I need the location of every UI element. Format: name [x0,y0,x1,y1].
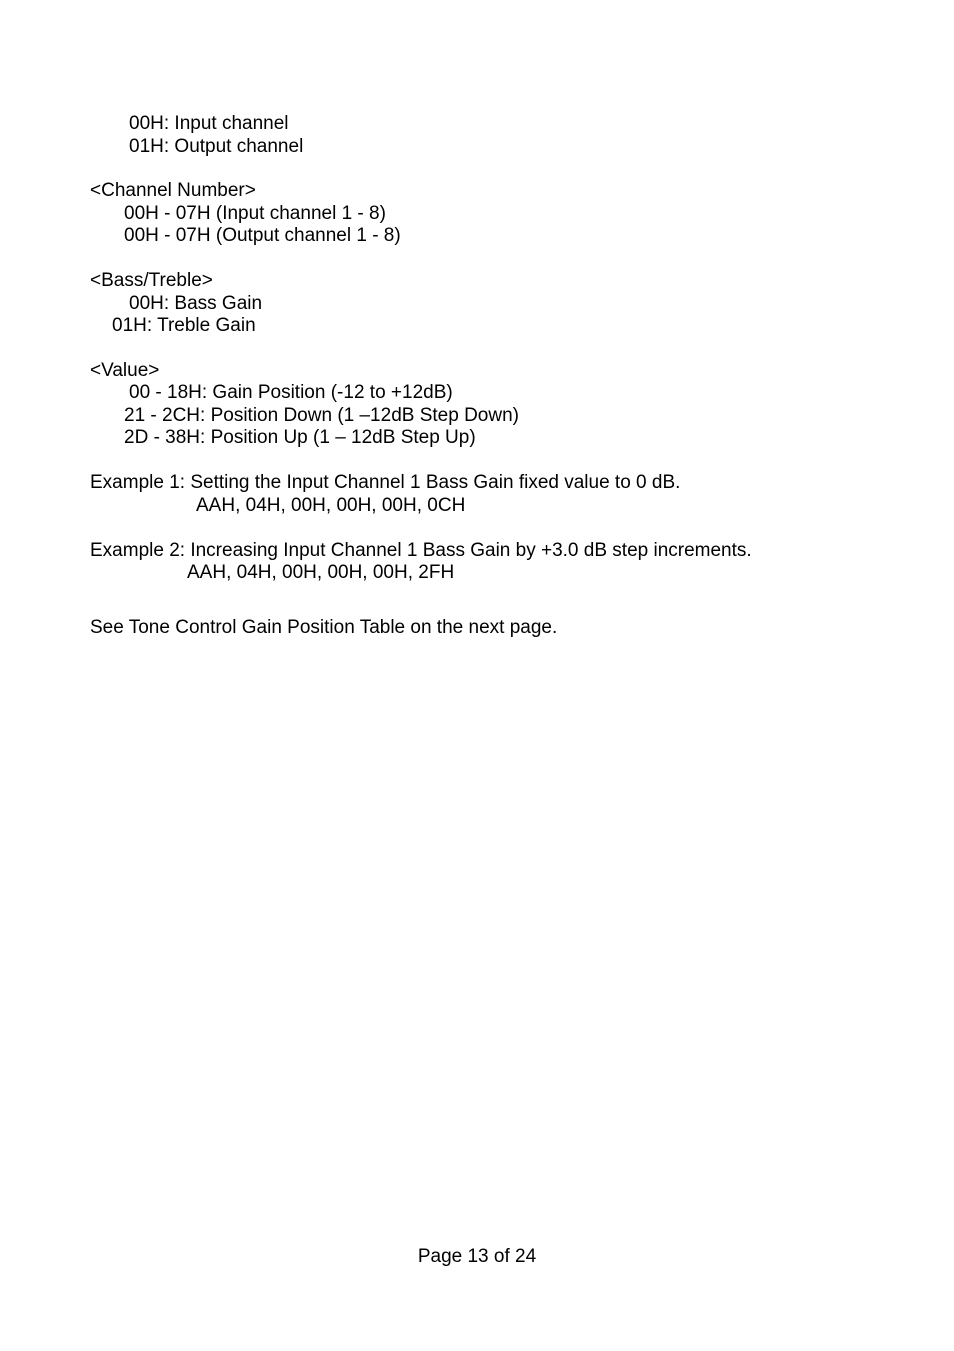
example-2-bytes: AAH, 04H, 00H, 00H, 00H, 2FH [187,562,455,583]
value-position-down: 21 - 2CH: Position Down (1 –12dB Step Down) [124,405,519,426]
channel-number-heading: <Channel Number> [90,180,256,201]
io-output-option: 01H: Output channel [129,136,304,157]
value-position-up: 2D - 38H: Position Up (1 – 12dB Step Up) [124,427,476,448]
bass-treble-heading: <Bass/Treble> [90,270,213,291]
example-1-bytes: AAH, 04H, 00H, 00H, 00H, 0CH [196,495,466,516]
bass-gain-option: 00H: Bass Gain [129,293,263,314]
see-also-note: See Tone Control Gain Position Table on the next page. [90,617,558,638]
value-heading: <Value> [90,360,160,381]
value-gain-position: 00 - 18H: Gain Position (-12 to +12dB) [129,382,453,403]
page-number-footer: Page 13 of 24 [417,1246,537,1267]
example-2-text: Example 2: Increasing Input Channel 1 Bass Gain by +3.0 dB step increments. [90,540,752,561]
example-1-text: Example 1: Setting the Input Channel 1 Bass Gain fixed value to 0 dB. [90,472,681,493]
channel-input-range: 00H - 07H (Input channel 1 - 8) [124,203,386,224]
io-input-option: 00H: Input channel [129,113,289,134]
treble-gain-option: 01H: Treble Gain [112,315,256,336]
channel-output-range: 00H - 07H (Output channel 1 - 8) [124,225,401,246]
